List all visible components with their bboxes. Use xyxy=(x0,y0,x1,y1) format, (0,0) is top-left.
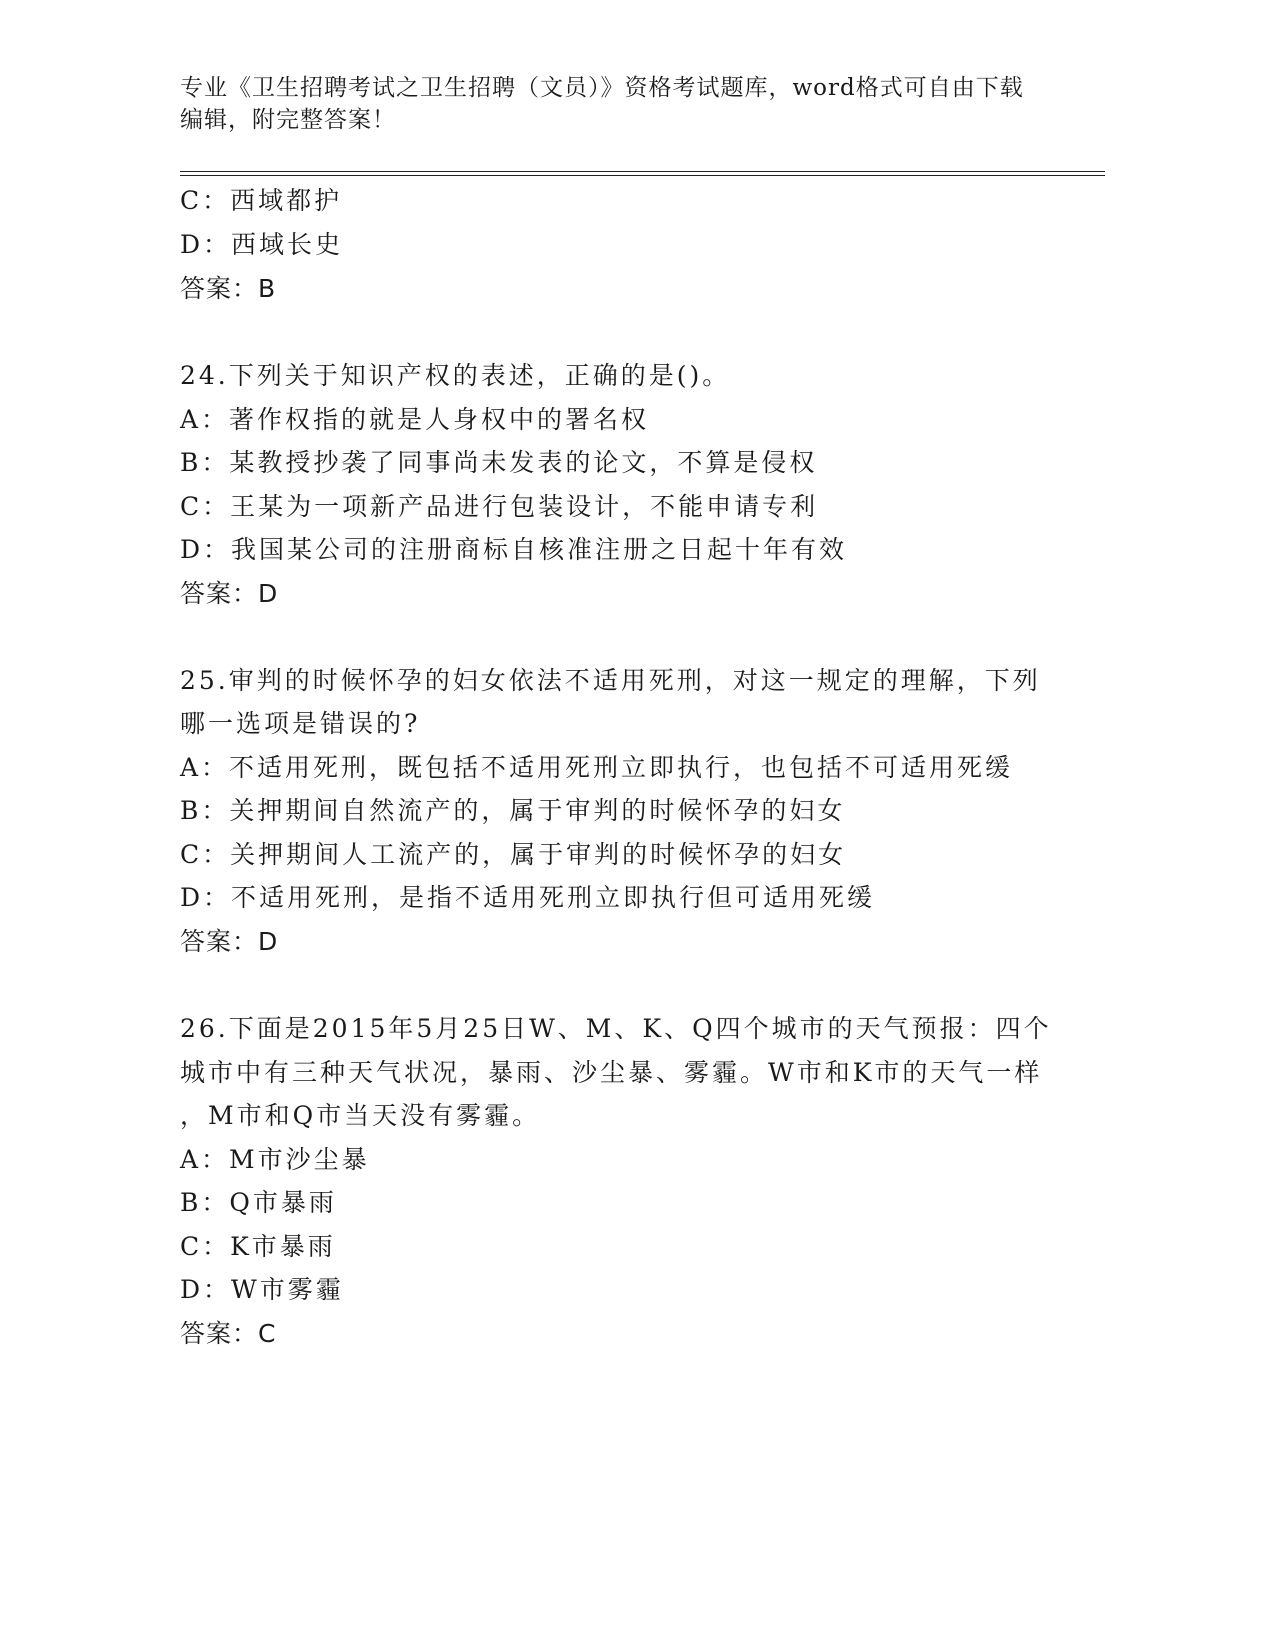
q24-option-b: B：某教授抄袭了同事尚未发表的论文，不算是侵权 xyxy=(180,448,818,477)
q24-option-a: A：著作权指的就是人身权中的署名权 xyxy=(180,405,650,434)
q23-option-d: D：西域长史 xyxy=(180,230,344,259)
header-divider-bottom xyxy=(180,175,1105,176)
q25-option-a: A：不适用死刑，既包括不适用死刑立即执行，也包括不可适用死缓 xyxy=(180,753,1014,782)
q25-stem-line-2: 哪一选项是错误的? xyxy=(180,709,421,738)
q25-option-c: C：关押期间人工流产的，属于审判的时候怀孕的妇女 xyxy=(180,840,847,869)
q26-option-b: B：Q市暴雨 xyxy=(180,1188,337,1217)
q23-answer: 答案：B xyxy=(180,274,277,303)
q26-option-c: C：K市暴雨 xyxy=(180,1232,336,1261)
document-header xyxy=(180,72,1060,136)
q25-option-b: B：关押期间自然流产的，属于审判的时候怀孕的妇女 xyxy=(180,796,846,825)
header-line-2: 编辑，附完整答案！ xyxy=(180,107,396,133)
header-divider-top xyxy=(180,171,1105,172)
q26-option-d: D：W市雾霾 xyxy=(180,1275,344,1304)
header-line-1: 专业《卫生招聘考试之卫生招聘（文员）》资格考试题库，word格式可自由下载 xyxy=(180,75,1024,101)
q26-answer: 答案：C xyxy=(180,1319,277,1348)
q25-answer: 答案：D xyxy=(180,927,279,956)
q25-option-d: D：不适用死刑，是指不适用死刑立即执行但可适用死缓 xyxy=(180,883,876,912)
q26-option-a: A：M市沙尘暴 xyxy=(180,1145,370,1174)
q24-stem: 24.下列关于知识产权的表述，正确的是()。 xyxy=(180,361,731,390)
q24-answer: 答案：D xyxy=(180,579,279,608)
q26-stem-line-1: 26.下面是2015年5月25日W、M、K、Q四个城市的天气预报：四个 xyxy=(180,1014,1052,1043)
q24-option-c: C：王某为一项新产品进行包装设计，不能申请专利 xyxy=(180,492,819,521)
q26-stem-line-2: 城市中有三种天气状况，暴雨、沙尘暴、雾霾。W市和K市的天气一样 xyxy=(180,1058,1043,1087)
q26-stem-line-3: ，M市和Q市当天没有雾霾。 xyxy=(180,1101,541,1130)
q24-option-d: D：我国某公司的注册商标自核准注册之日起十年有效 xyxy=(180,535,848,564)
q23-option-c: C：西域都护 xyxy=(180,186,343,215)
q25-stem-line-1: 25.审判的时候怀孕的妇女依法不适用死刑，对这一规定的理解，下列 xyxy=(180,666,1041,695)
